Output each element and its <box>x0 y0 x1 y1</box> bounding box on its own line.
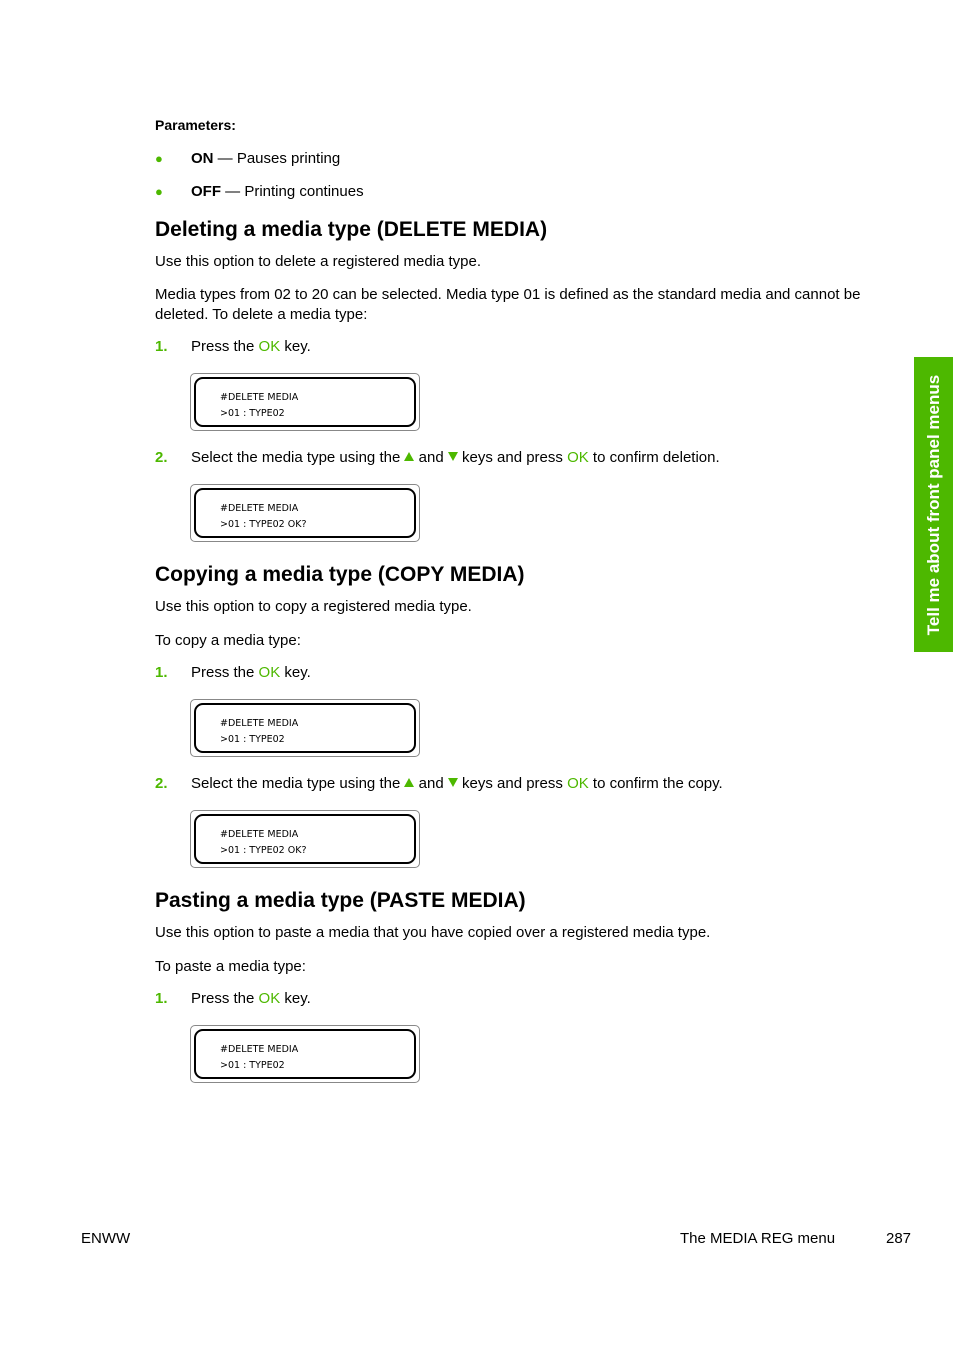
bullet-icon: ● <box>155 151 163 166</box>
ok-key-label: OK <box>567 775 589 792</box>
delete-detail: Media types from 02 to 20 can be selected. Media type 01 is defined as the standard media and cannot be deleted. To delete a media type: <box>155 286 861 323</box>
step-text-pre: Press the <box>191 338 259 355</box>
lcd-screen <box>194 488 416 538</box>
lcd-line-1: #DELETE MEDIA <box>220 1044 299 1055</box>
step-text-pre: Select the media type using the <box>191 449 405 466</box>
step-text-pre: Press the <box>191 664 259 681</box>
bullet-icon: ● <box>155 184 163 199</box>
parameter-key: ON <box>191 150 214 167</box>
step-number: 2. <box>155 449 168 466</box>
parameter-desc: — Pauses printing <box>213 150 341 167</box>
lcd-display <box>190 373 420 431</box>
paste-media-heading: Pasting a media type (PASTE MEDIA) <box>155 889 526 912</box>
lcd-line-2: >01 : TYPE02 OK? <box>220 845 307 856</box>
step-text-mid: and <box>414 449 448 466</box>
step-text-post: keys and press <box>457 449 568 466</box>
step-text-pre: Select the media type using the <box>191 775 405 792</box>
step-text-post: keys and press <box>457 775 568 792</box>
step-text-end: to confirm the copy. <box>588 775 723 792</box>
parameters-label: Parameters: <box>155 117 236 133</box>
step-number: 1. <box>155 990 168 1007</box>
lcd-screen <box>194 703 416 753</box>
step-number: 1. <box>155 338 168 355</box>
ok-key-label: OK <box>567 449 589 466</box>
step-number: 2. <box>155 775 168 792</box>
paste-intro: Use this option to paste a media that you have copied over a registered media type. <box>155 924 711 941</box>
delete-intro: Use this option to delete a registered media type. <box>155 253 482 270</box>
parameter-key: OFF <box>191 183 221 200</box>
lcd-line-1: #DELETE MEDIA <box>220 392 299 403</box>
lcd-line-2: >01 : TYPE02 <box>220 734 285 745</box>
up-arrow-icon <box>404 452 414 461</box>
copy-detail: To copy a media type: <box>155 632 301 649</box>
lcd-line-2: >01 : TYPE02 OK? <box>220 519 307 530</box>
lcd-line-1: #DELETE MEDIA <box>220 503 299 514</box>
ok-key-label: OK <box>258 664 281 681</box>
step-text-post: key. <box>280 338 311 355</box>
copy-media-heading: Copying a media type (COPY MEDIA) <box>155 563 525 586</box>
page-number: 287 <box>886 1230 912 1247</box>
footer-section-title: The MEDIA REG menu <box>680 1230 836 1247</box>
step-text-end: to confirm deletion. <box>588 449 720 466</box>
step-text-mid: and <box>414 775 448 792</box>
step-text-pre: Press the <box>191 990 259 1007</box>
lcd-display <box>190 810 420 868</box>
lcd-line-2: >01 : TYPE02 <box>220 408 285 419</box>
parameter-desc: — Printing continues <box>221 183 364 200</box>
lcd-display <box>190 1025 420 1083</box>
lcd-line-2: >01 : TYPE02 <box>220 1060 285 1071</box>
lcd-screen <box>194 814 416 864</box>
chapter-side-tab <box>914 357 953 652</box>
step-text-post: key. <box>280 990 311 1007</box>
lcd-display <box>190 484 420 542</box>
down-arrow-icon <box>448 452 458 461</box>
step-number: 1. <box>155 664 168 681</box>
lcd-screen <box>194 377 416 427</box>
lcd-display <box>190 699 420 757</box>
lcd-line-1: #DELETE MEDIA <box>220 829 299 840</box>
delete-media-heading: Deleting a media type (DELETE MEDIA) <box>155 218 548 241</box>
ok-key-label: OK <box>258 338 281 355</box>
up-arrow-icon <box>404 778 414 787</box>
step-text-post: key. <box>280 664 311 681</box>
chapter-side-tab-label: Tell me about front panel menus <box>923 374 943 635</box>
paste-detail: To paste a media type: <box>155 958 306 975</box>
copy-intro: Use this option to copy a registered media type. <box>155 598 472 615</box>
lcd-line-1: #DELETE MEDIA <box>220 718 299 729</box>
footer-left: ENWW <box>81 1230 131 1247</box>
lcd-screen <box>194 1029 416 1079</box>
down-arrow-icon <box>448 778 458 787</box>
ok-key-label: OK <box>258 990 281 1007</box>
